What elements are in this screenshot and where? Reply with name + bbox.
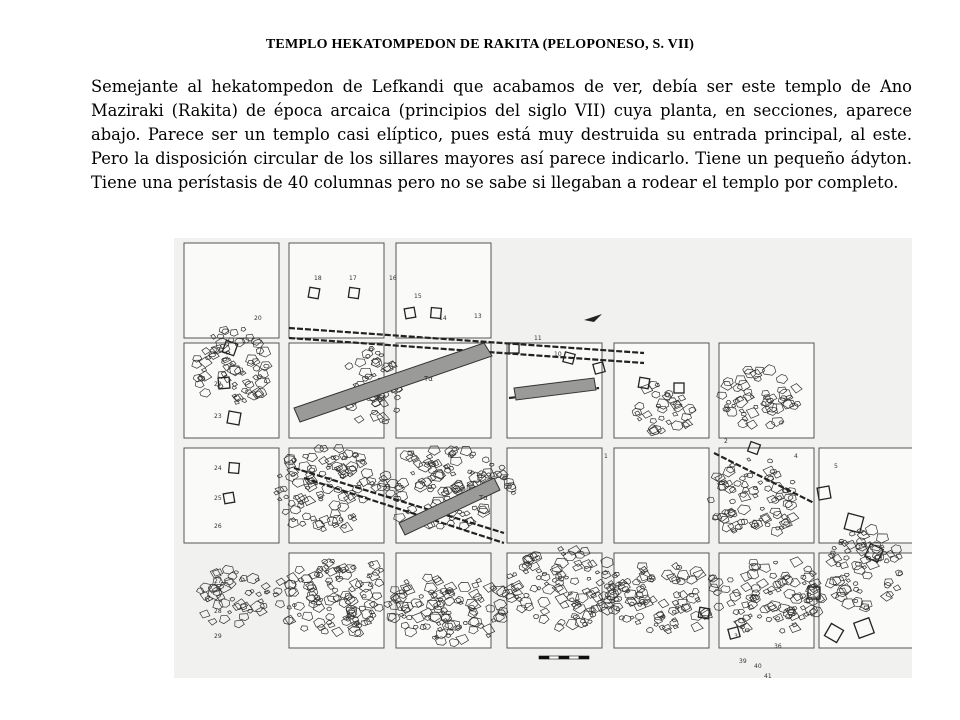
rubble-stone <box>208 619 217 626</box>
rubble-stone <box>891 545 901 553</box>
square-label: 40 <box>754 663 762 670</box>
rubble-stone <box>273 593 279 598</box>
rubble-stone <box>558 547 564 552</box>
square-label: 13 <box>474 313 482 320</box>
rubble-stone <box>832 546 836 550</box>
square-label: 20 <box>254 315 262 322</box>
square-label: 11 <box>534 335 542 342</box>
square-label: 17 <box>349 275 357 282</box>
square-label: 1 <box>604 453 608 460</box>
square-label: 26 <box>214 523 222 530</box>
square-label: 36 <box>774 643 782 650</box>
rubble-stone <box>276 578 286 586</box>
rubble-stone <box>256 592 262 597</box>
rubble-stone <box>492 619 497 623</box>
grid-square <box>819 553 912 648</box>
label-ta: Τα <box>424 375 433 383</box>
rubble-stone <box>228 611 232 614</box>
grid-square <box>396 243 491 338</box>
square-label: 29 <box>214 633 222 640</box>
rubble-stone <box>275 601 284 608</box>
rubble-stone <box>245 590 252 596</box>
rubble-stone <box>200 610 210 618</box>
rubble-stone <box>384 601 392 607</box>
rubble-stone <box>282 509 290 515</box>
square-label: 10 <box>554 351 562 358</box>
rubble-stone <box>601 557 613 568</box>
rubble-stone <box>240 614 249 621</box>
square-label: 21 <box>214 348 222 355</box>
scale-segment <box>559 656 569 659</box>
rubble-stone <box>261 583 270 590</box>
square-label: 28 <box>214 608 222 615</box>
square-label: 39 <box>739 658 747 665</box>
square-label: 16 <box>389 275 397 282</box>
square-label: 5 <box>834 463 838 470</box>
page-title: TEMPLO HEKATOMPEDON DE RAKITA (PELOPONESO, S. VII) <box>265 37 695 52</box>
rubble-stone <box>234 571 238 574</box>
grid-square <box>289 243 384 338</box>
rubble-stone <box>230 597 235 601</box>
description-paragraph: Semejante al hekatompedon de Lefkandi que acabamos de ver, debía ser este templo de Ano Maziraki (Rakita) de época arcaica (principios del siglo VII) cuya planta, en secciones, aparece abajo. Parece ser un templo casi elíptico, pues está muy destruida su entrada principal, al este. Pero la disposición circular de los sillares mayores así parece indicarlo. Tiene un pequeño ádyton. Tiene una perístasis de 40 columnas pero no se sabe si llegaban a rodear el templo por completo. <box>91 77 912 192</box>
grid-square <box>507 448 602 543</box>
rubble-stone <box>225 578 234 585</box>
rubble-stone <box>602 571 611 579</box>
grid-square <box>184 243 279 338</box>
rubble-stone <box>709 584 719 592</box>
scale-segment <box>579 656 589 659</box>
rubble-stone <box>284 495 289 499</box>
square-label: 4 <box>794 453 798 460</box>
square-label: 14 <box>439 315 447 322</box>
north-arrow-icon <box>584 314 602 322</box>
excavation-grid <box>184 243 912 648</box>
square-label: 2 <box>724 438 728 445</box>
excavation-plan-drawing <box>174 238 912 678</box>
square-label: 23 <box>214 413 222 420</box>
square-label: 22 <box>214 381 222 388</box>
square-label: 27 <box>214 578 222 585</box>
square-label: 41 <box>764 673 772 678</box>
excavation-plan-figure <box>174 238 912 678</box>
square-label: 3 <box>734 633 738 640</box>
square-label: 24 <box>214 465 222 472</box>
square-label: 25 <box>214 495 222 502</box>
rubble-stone <box>220 615 231 624</box>
rubble-stone <box>210 569 221 578</box>
rubble-stone <box>217 594 226 601</box>
scale-segment <box>549 656 559 659</box>
scale-segment <box>539 656 549 659</box>
rubble-stone <box>222 565 233 574</box>
rubble-stone <box>239 578 244 582</box>
grid-square <box>614 343 709 438</box>
rubble-stone <box>235 620 245 628</box>
rubble-stone <box>499 465 505 470</box>
square-label: 15 <box>414 293 422 300</box>
grid-square <box>614 448 709 543</box>
rubble-stone <box>264 591 268 594</box>
square-label: 18 <box>314 275 322 282</box>
label-ta: Τα <box>479 494 488 502</box>
rubble-stone <box>390 362 396 367</box>
scale-segment <box>569 656 579 659</box>
